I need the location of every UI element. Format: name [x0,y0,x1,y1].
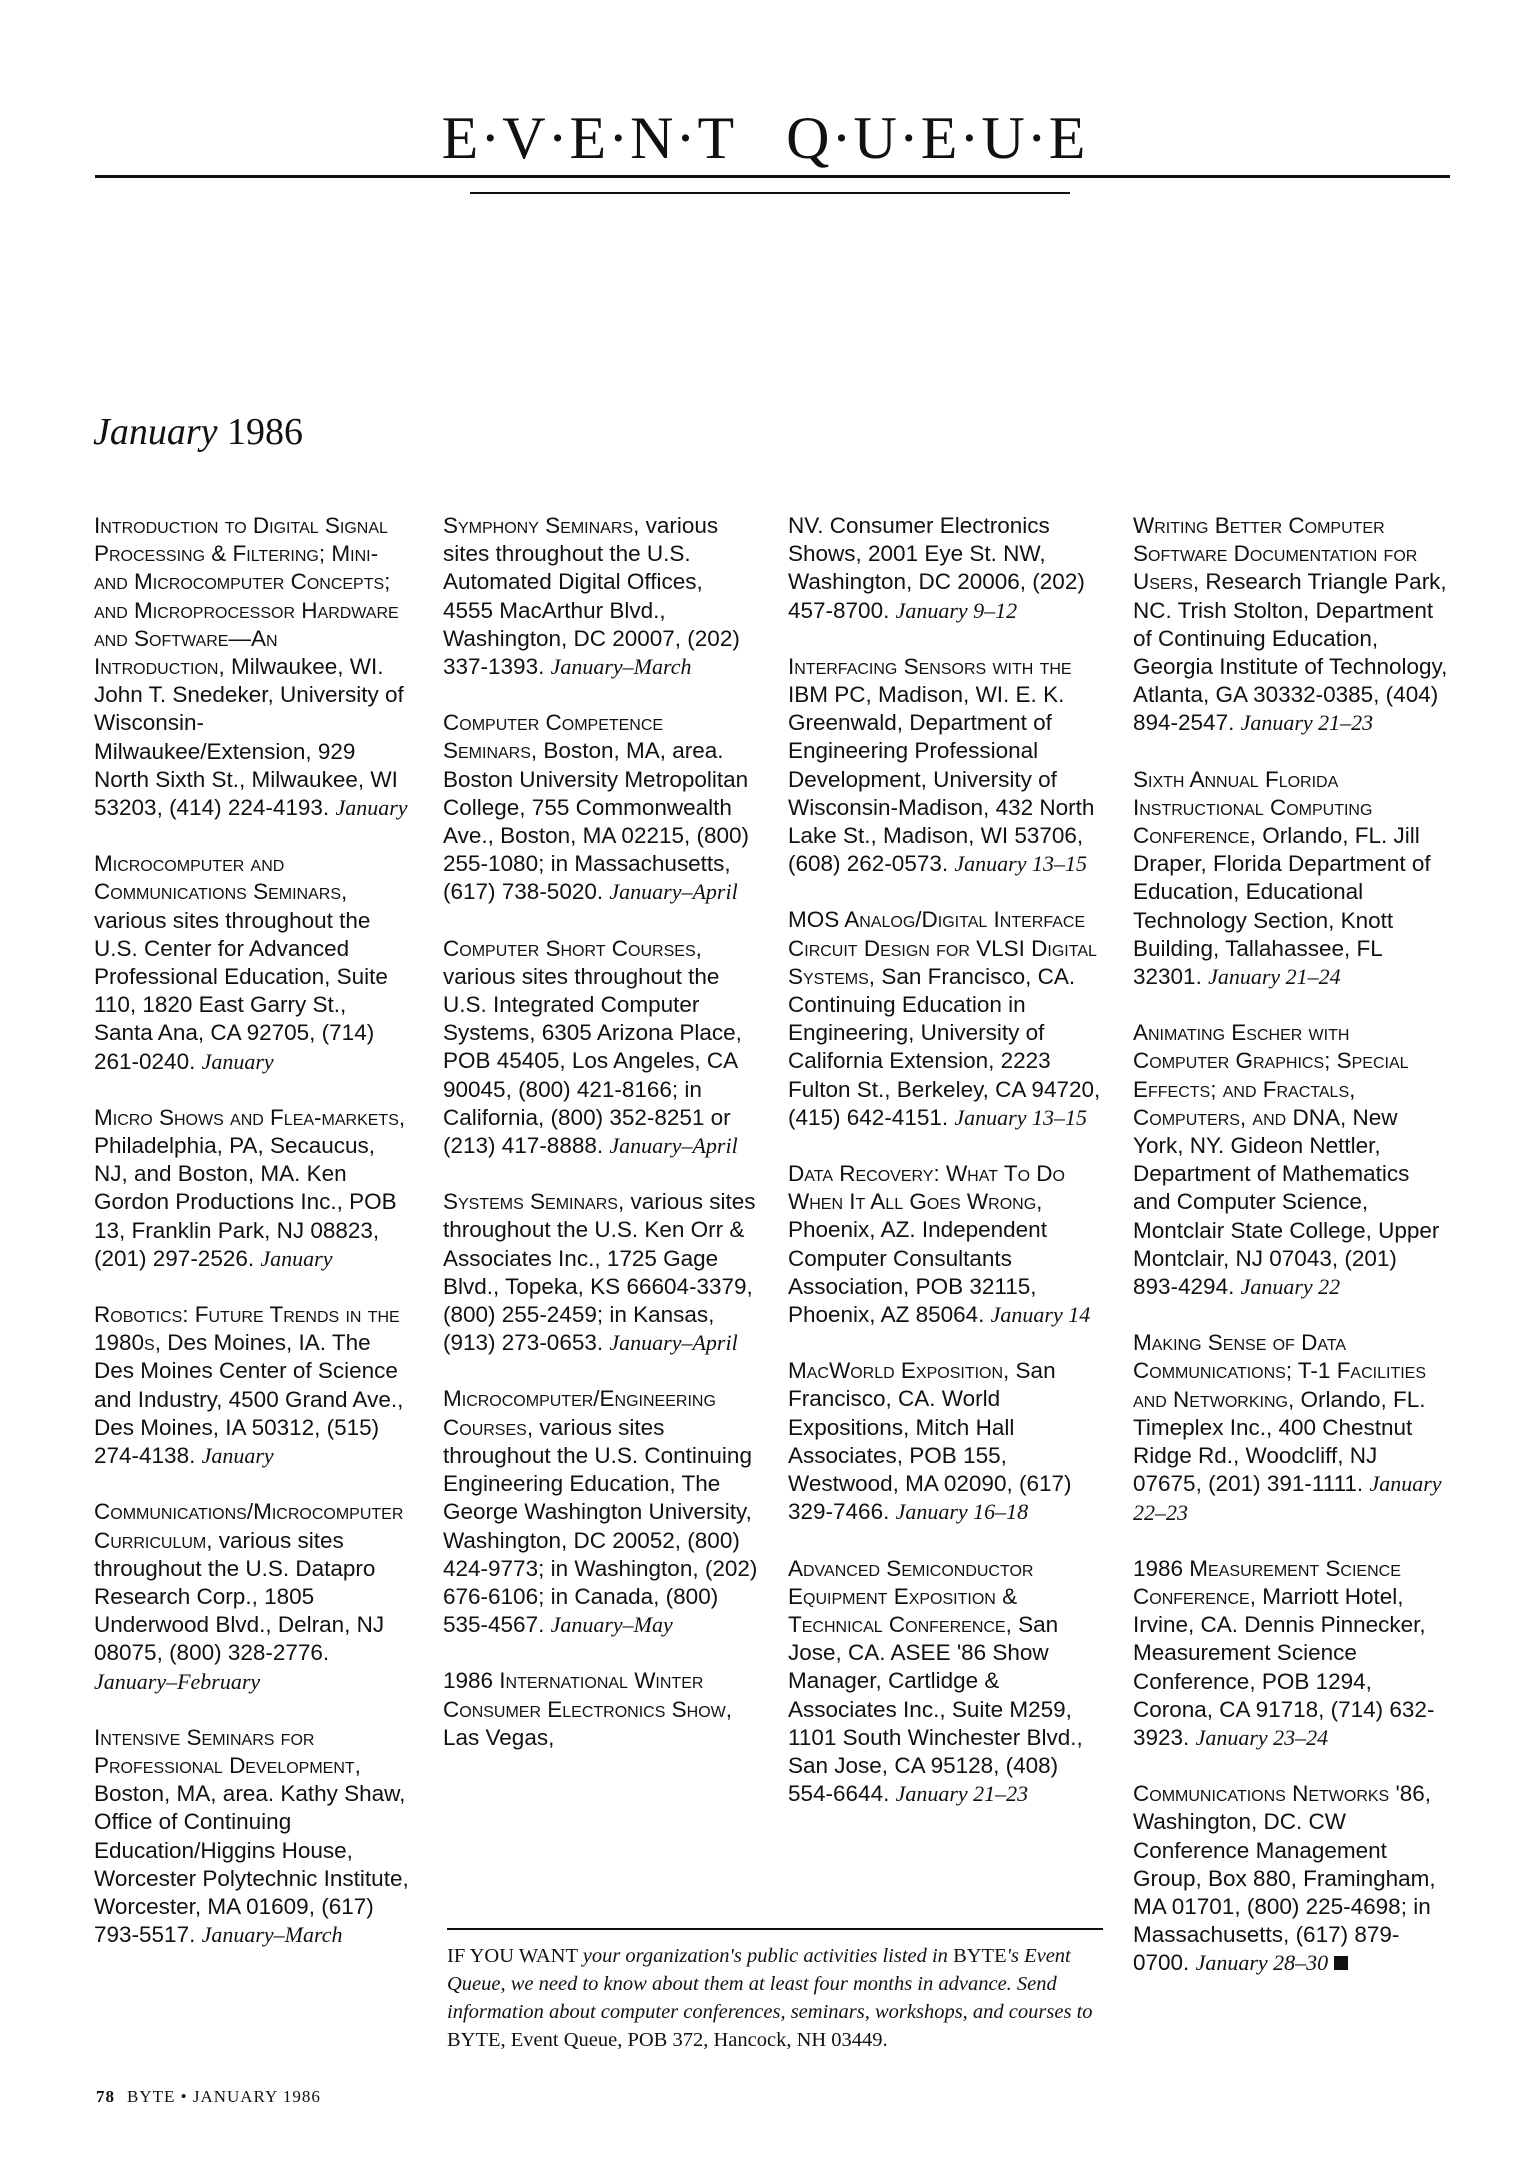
event-details: Boston, MA, area. Boston University Metropolitan College, 755 Commonwealth Ave., Boston, MA 02215, (800) 255-1080; in Massachusetts, (617) 738-5020. [443,738,750,905]
event-details: Research Triangle Park, NC. Trish Stolton, Department of Continuing Education, Georgia Institute of Technology, Atlanta, GA 30332-0385, (404) 894-2547. [1133,569,1448,736]
event-title: Intensive Seminars for Professional Development, [94,1724,361,1778]
month-name: January [93,411,218,453]
event-title: Robotics: Future Trends in the 1980s, [94,1302,400,1356]
event-entry [788,906,1103,1132]
event-entry [1133,766,1448,992]
notice-part-1: your organization's public activities listed in [582,1945,954,1967]
event-date: January [260,1245,333,1271]
event-details: San Francisco, CA. World Expositions, Mitch Hall Associates, POB 155, Westwood, MA 02090, (617) 329-7466. [788,1358,1072,1525]
event-title: MOS Analog/Digital Interface Circuit Design for VLSI Digital Systems, [788,907,1097,989]
event-date: January 13–15 [954,1104,1087,1130]
event-entry [443,1385,758,1639]
event-title: MacWorld Exposition, [788,1358,1010,1384]
month-year: 1986 [227,411,304,453]
event-details: various sites throughout the U.S. Center for Advanced Professional Education, Suite 110, 1820 East Garry St., Santa Ana, CA 92705, (714) 261-0240. [94,907,388,1074]
event-title: Micro Shows and Flea-markets, [94,1104,406,1130]
event-entry [788,1160,1103,1329]
event-title: 1986 International Winter Consumer Electronics Show, [443,1668,733,1722]
event-date: January [201,1443,274,1469]
event-entry [1133,1780,1448,1977]
event-details: various sites throughout the U.S. Continuing Engineering Education, The George Washington University, Washington, DC 20052, (800) 424-9773; in Washington, (202) 676-6106; in Canada, (800) 535-4567. [443,1414,758,1638]
event-details: Boston, MA, area. Kathy Shaw, Office of Continuing Education/Higgins House, Worcester Polytechnic Institute, Worcester, MA 01609, (617) 793-5517. [94,1781,409,1948]
event-entry [788,1555,1103,1809]
event-date: January–February [94,1668,261,1694]
event-title: 1986 Measurement Science Conference, [1133,1555,1401,1609]
title-word-event: E·V·E·N·T [441,105,737,171]
event-details: Las Vegas, [443,1724,555,1750]
event-title: Writing Better Computer Software Documentation for Users, [1133,513,1418,595]
event-entry [1133,1555,1448,1752]
event-title: Computer Short Courses, [443,935,702,961]
event-entry [788,1357,1103,1526]
event-details: Marriott Hotel, Irvine, CA. Dennis Pinnecker, Measurement Science Conference, POB 1294, Corona, CA 91718, (714) 632-3923. [1133,1583,1435,1750]
notice-rule [447,1928,1103,1930]
event-title: Advanced Semiconductor Equipment Exposition & Technical Conference, [788,1555,1034,1637]
notice-part-2: 's Event Queue, we need to know about them at least four months in advance. Send information about computer conferences, seminars, workshops, and courses to [447,1945,1093,2023]
event-title: Communications Networks [1133,1781,1390,1807]
notice-address: BYTE, Event Queue, POB 372, Hancock, NH 03449. [447,2029,888,2051]
event-entry [1133,1019,1448,1301]
event-date: January–May [550,1612,673,1638]
event-date: January 21–23 [1240,710,1374,736]
month-heading [93,410,303,454]
event-title: Symphony Seminars, [443,513,640,538]
end-mark-icon [1334,1956,1348,1970]
event-date: January 14 [990,1302,1091,1328]
event-entry [443,1667,758,1752]
footer-text: BYTE • JANUARY 1986 [127,2087,321,2106]
notice-lead: IF YOU WANT [447,1945,583,1967]
event-date: January 22–23 [1133,1471,1442,1525]
header-rule-thick [95,175,1450,178]
event-title: Interfacing Sensors with the IBM PC, [788,653,1072,708]
event-entry [94,850,409,1076]
event-entry [788,653,1103,879]
event-entry [443,512,758,681]
event-details: Orlando, FL. Jill Draper, Florida Department of Education, Educational Technology Section, Knott Building, Tallahassee, FL 32301. [1133,823,1431,990]
event-details: Des Moines, IA. The Des Moines Center of Science and Industry, 4500 Grand Ave., Des Moines, IA 50312, (515) 274-4138. [94,1330,404,1469]
event-entry [94,1301,409,1470]
event-title: Systems Seminars, [443,1189,625,1215]
event-date: January–April [609,1133,738,1159]
event-title: Sixth Annual Florida Instructional Computing Conference, [1133,766,1373,849]
header-rule-thin [470,192,1070,194]
event-date: January 28–30 [1195,1950,1329,1976]
event-date: January–April [609,1330,738,1356]
event-date: January 21–23 [895,1781,1029,1807]
event-details: New York, NY. Gideon Nettler, Department of Mathematics and Computer Science, Montclair State College, Upper Montclair, NJ 07043, (201) 893-4294. [1133,1104,1440,1300]
column-3 [788,512,1103,1836]
title-word-queue: Q·U·E·U·E [786,105,1088,171]
column-2 [443,512,758,1780]
event-entry [94,512,409,822]
department-title [0,105,1529,171]
event-details: Philadelphia, PA, Secaucus, NJ, and Boston, MA. Ken Gordon Productions Inc., POB 13, Franklin Park, NJ 08823, (201) 297-2526. [94,1133,397,1271]
event-date: January 9–12 [895,597,1018,623]
event-date: January–March [201,1922,343,1948]
event-entry [443,935,758,1161]
event-entry [1133,512,1448,738]
event-title: Communications/Microcomputer Curriculum, [94,1499,404,1553]
page-footer [96,2087,321,2107]
event-date: January 23–24 [1195,1724,1329,1750]
event-date: January 13–15 [954,851,1087,877]
event-details: various sites throughout the U.S. Ken Orr & Associates Inc., 1725 Gage Blvd., Topeka, KS 66604-3379, (800) 255-2459; in Kansas, (913) 273-0653. [443,1189,756,1356]
event-details: Orlando, FL. Timeplex Inc., 400 Chestnut Ridge Rd., Woodcliff, NJ 07675, (201) 391-1111. [1133,1386,1426,1497]
page-number: 78 [96,2087,115,2106]
event-details: various sites throughout the U.S. Integrated Computer Systems, 6305 Arizona Place, POB 45405, Los Angeles, CA 90045, (800) 421-8166; in California, (800) 352-8251 or (213) 417-8888. [443,963,742,1159]
event-title: Microcomputer and Communications Seminars, [94,851,348,905]
event-entry [94,1104,409,1273]
event-title: Introduction to Digital Signal Processing & Filtering; Mini- and Microcomputer Concepts; and Microprocessor Hardware and Software—An Introduction, [94,513,399,680]
event-details: San Francisco, CA. Continuing Education in Engineering, University of California Extension, 2223 Fulton St., Berkeley, CA 94720, (415) 642-4151. [788,963,1101,1130]
event-entry [1133,1329,1448,1526]
event-date: January 22 [1240,1274,1341,1300]
event-details: NV. Consumer Electronics Shows, 2001 Eye St. NW, Washington, DC 20006, (202) 457-8700. [788,513,1085,623]
event-entry [788,512,1103,625]
event-entry [443,1188,758,1357]
event-details: '86, Washington, DC. CW Conference Management Group, Box 880, Framingham, MA 01701, (800) 225-4698; in Massachusetts, (617) 879-0700. [1133,1781,1436,1976]
event-date: January [335,795,408,821]
event-entry [94,1498,409,1695]
column-4 [1133,512,1448,2006]
submission-notice [447,1942,1107,2054]
event-title: Animating Escher with Computer Graphics; Special Effects; and Fractals, Computers, and DNA, [1133,1020,1409,1130]
event-date: January–April [609,879,738,905]
event-title: Data Recovery: What To Do When It All Goes Wrong, [788,1161,1065,1215]
event-date: January–March [550,654,692,680]
event-entry [443,709,758,906]
event-details: various sites throughout the U.S. Automated Digital Offices, 4555 MacArthur Blvd., Washington, DC 20007, (202) 337-1393. [443,513,740,680]
event-date: January 21–24 [1208,964,1341,990]
event-details: San Jose, CA. ASEE '86 Show Manager, Cartlidge & Associates Inc., Suite M259, 1101 South Winchester Blvd., San Jose, CA 95128, (408) 554-6644. [788,1611,1083,1807]
event-details: Madison, WI. E. K. Greenwald, Department of Engineering Professional Development, University of Wisconsin-Madison, 432 North Lake St., Madison, WI 53706, (608) 262-0573. [788,682,1095,877]
column-1 [94,512,409,1977]
event-title: Computer Competence Seminars, [443,710,664,764]
event-title: Microcomputer/Engineering Courses, [443,1386,716,1440]
event-details: Phoenix, AZ. Independent Computer Consultants Association, POB 32115, Phoenix, AZ 85064. [788,1217,1047,1328]
event-date: January 16–18 [895,1499,1029,1525]
event-details: Milwaukee, WI. John T. Snedeker, University of Wisconsin-Milwaukee/Extension, 929 North Sixth St., Milwaukee, WI 53203, (414) 224-4193. [94,654,404,821]
event-title: Making Sense of Data Communications; T-1 Facilities and Networking, [1133,1330,1427,1412]
event-details: various sites throughout the U.S. Datapro Research Corp., 1805 Underwood Blvd., Delran, NJ 08075, (800) 328-2776. [94,1527,385,1666]
notice-byte: BYTE [953,1945,1007,1967]
event-date: January [201,1048,274,1074]
event-entry [94,1724,409,1950]
